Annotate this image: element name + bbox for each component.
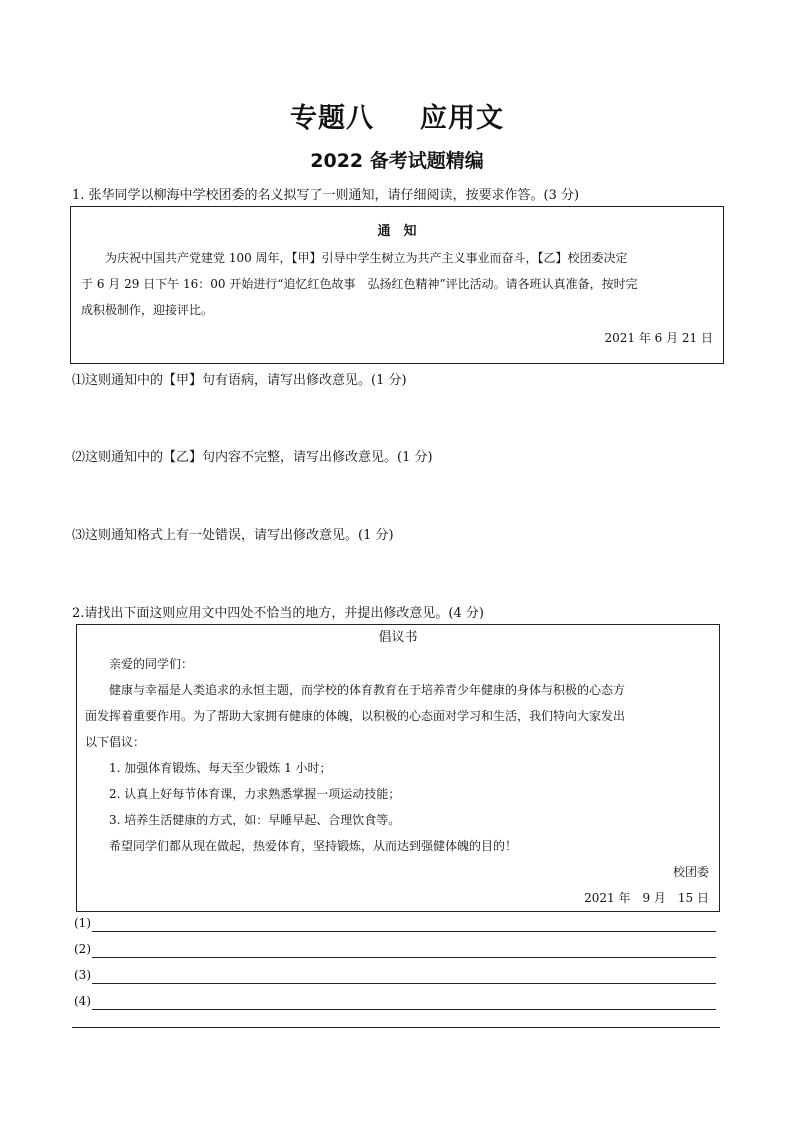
answer-line-1[interactable] [92, 931, 716, 932]
question-2-prompt: 2.请找出下面这则应用文中四处不恰当的地方，并提出修改意见。(4 分) [72, 606, 484, 621]
answer-line-extra[interactable] [72, 1027, 720, 1028]
answer-label-2: (2) [74, 942, 91, 956]
answer-line-3[interactable] [92, 983, 716, 984]
question-1-prompt: 1. 张华同学以柳海中学校团委的名义拟写了一则通知，请仔细阅读，按要求作答。(3 分) [72, 188, 580, 203]
letter-body-line-3: 以下倡议： [85, 735, 146, 749]
notice-date: 2021 年 6 月 21 日 [604, 331, 713, 345]
title-part1: 专题八 [290, 103, 374, 134]
page-subtitle: 2022 备考试题精编 [310, 150, 484, 172]
letter-closing: 希望同学们都从现在做起，热爱体育，坚持锻炼，从而达到强健体魄的目的！ [85, 839, 518, 853]
question-1-sub-3: ⑶这则通知格式上有一处错误，请写出修改意见。(1 分) [72, 528, 394, 543]
notice-line-3: 成积极制作，迎接评比。 [81, 303, 214, 317]
answer-label-4: (4) [74, 994, 91, 1008]
answer-label-3: (3) [74, 968, 91, 982]
letter-item-2: 2. 认真上好每节体育课，力求熟悉掌握一项运动技能； [85, 787, 401, 801]
page-title [0, 96, 794, 135]
letter-date: 2021 年 9 月 15 日 [584, 891, 709, 905]
proposal-letter-box [76, 624, 720, 912]
question-1-sub-2: ⑵这则通知中的【乙】句内容不完整，请写出修改意见。(1 分) [72, 450, 433, 465]
letter-body-line-1: 健康与幸福是人类追求的永恒主题，而学校的体育教育在于培养青少年健康的身体与积极的心态方 [85, 683, 626, 697]
notice-box [70, 206, 724, 364]
notice-line-1: 为庆祝中国共产党建党 100 周年，【甲】引导中学生树立为共产主义事业而奋斗，【乙】校团委决定 [81, 251, 628, 265]
answer-line-2[interactable] [92, 957, 716, 958]
notice-line-2: 于 6 月 29 日下午 16：00 开始进行“追忆红色故事 弘扬红色精神”评比活动。请各班认真准备，按时完 [81, 277, 638, 291]
letter-heading: 倡议书 [378, 630, 418, 645]
notice-heading: 通 知 [377, 224, 417, 239]
title-part2: 应用文 [420, 103, 504, 134]
answer-label-1: (1) [74, 916, 91, 930]
answer-line-4[interactable] [92, 1009, 716, 1010]
letter-body-line-2: 面发挥着重要作用。为了帮助大家拥有健康的体魄，以积极的心态面对学习和生活，我们特向大家发出 [85, 709, 626, 723]
letter-item-3: 3. 培养生活健康的方式，如：早睡早起、合理饮食等。 [85, 813, 401, 827]
letter-signature: 校团委 [672, 865, 709, 879]
letter-greeting: 亲爱的同学们： [85, 657, 194, 671]
question-1-sub-1: ⑴这则通知中的【甲】句有语病，请写出修改意见。(1 分) [72, 373, 407, 388]
letter-item-1: 1. 加强体育锻炼、每天至少锻炼 1 小时； [85, 761, 332, 775]
